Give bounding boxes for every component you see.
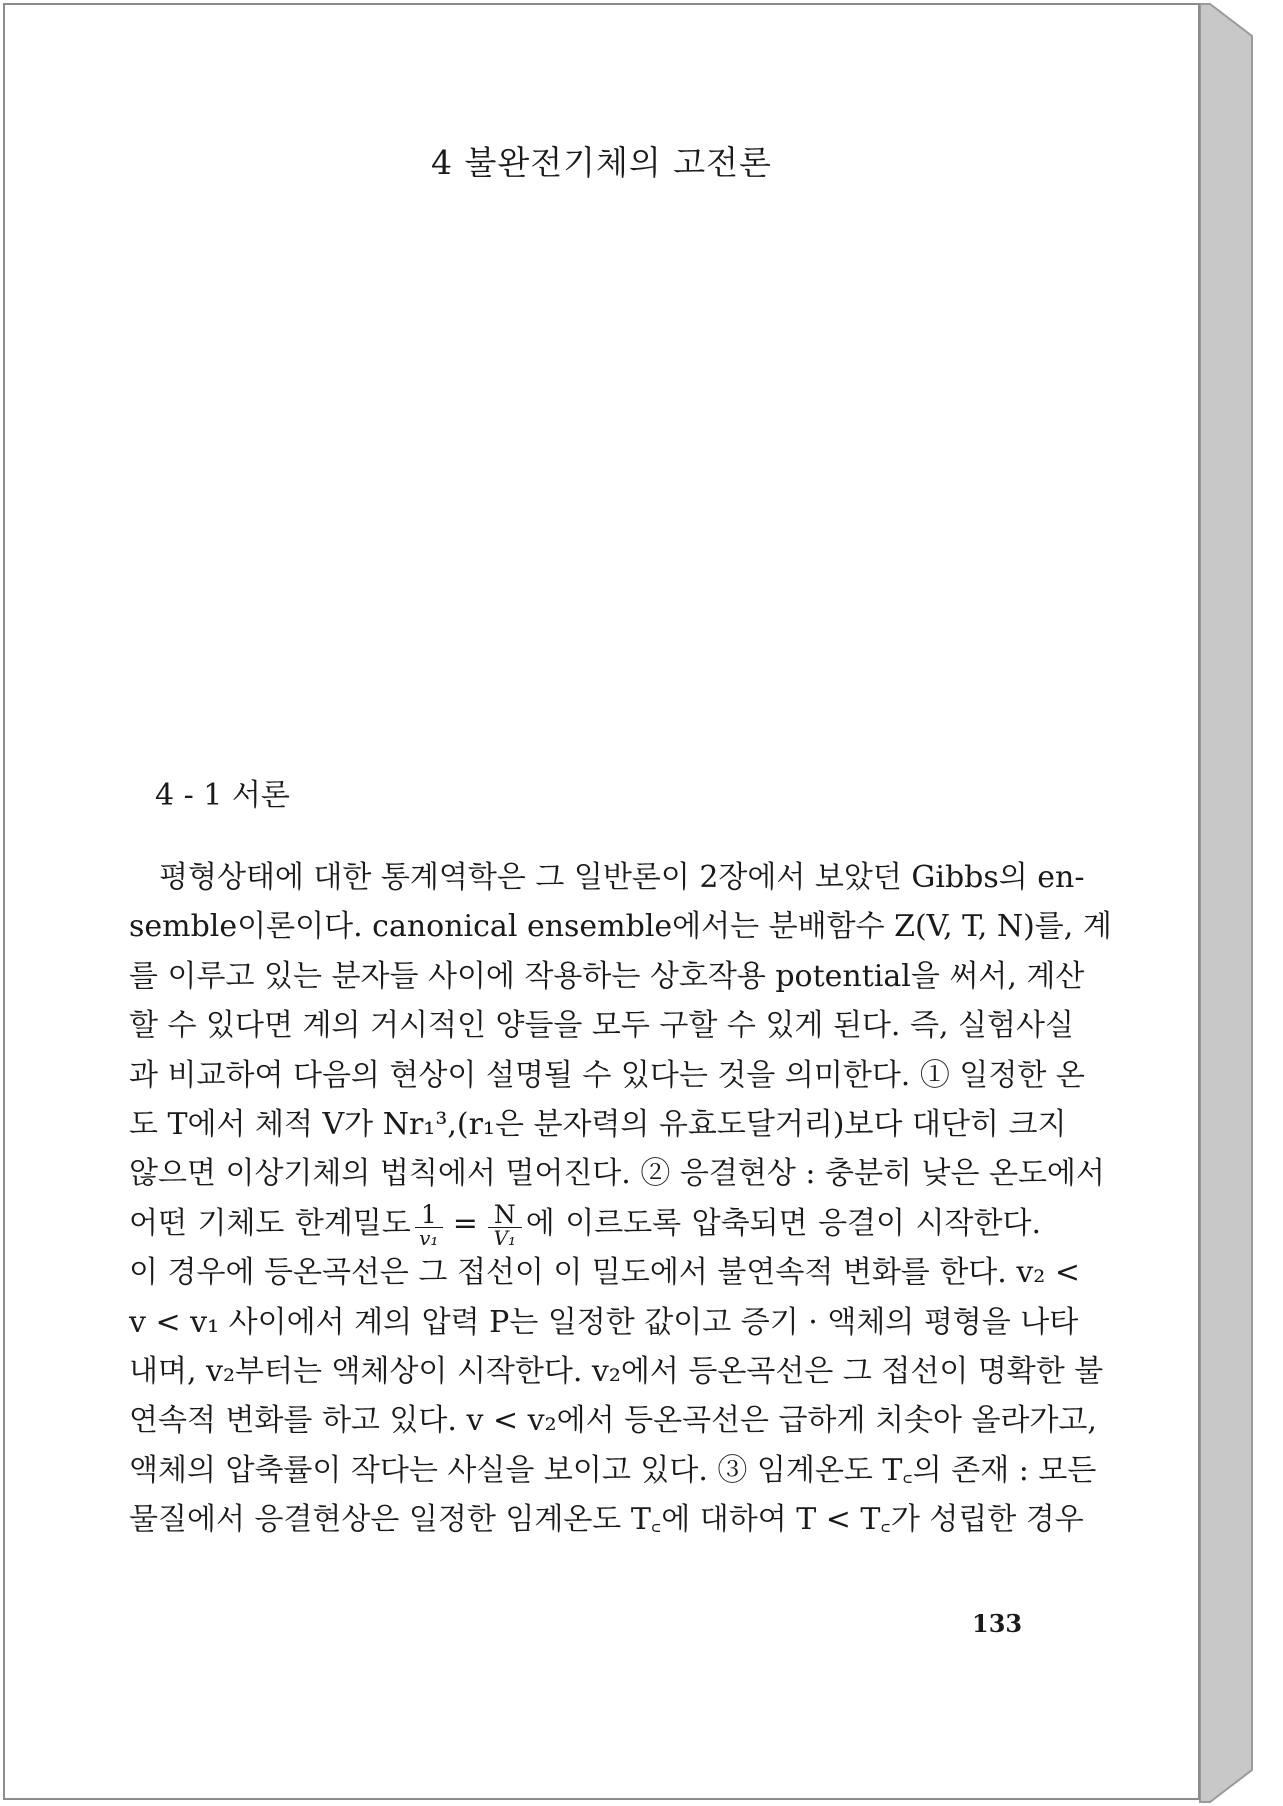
body-text bbox=[129, 853, 1112, 1544]
text-line: 물질에서 응결현상은 일정한 임계온도 T꜀에 대하여 T < T꜀가 성립한 경우 bbox=[129, 1502, 1084, 1538]
fraction-line-after: 에 이르도록 압축되면 응결이 시작한다. bbox=[525, 1205, 1041, 1241]
text-line: 내며, v₂부터는 액체상이 시작한다. v₂에서 등온곡선은 그 접선이 명확한 불 bbox=[129, 1353, 1104, 1389]
page-number: 133 bbox=[972, 1609, 1023, 1638]
equals-sign: = bbox=[452, 1205, 478, 1241]
text-line: 평형상태에 대한 통계역학은 그 일반론이 2장에서 보았던 Gibbs의 en- bbox=[159, 860, 1085, 895]
fraction-numerator: N bbox=[488, 1202, 522, 1228]
text-line: 과 비교하여 다음의 현상이 설명될 수 있다는 것을 의미한다. ① 일정한 온 bbox=[129, 1057, 1085, 1093]
fraction-line-before: 어떤 기체도 한계밀도 bbox=[129, 1205, 411, 1241]
text-line: 도 T에서 체적 V가 Nr₁³,(r₁은 분자력의 유효도달거리)보다 대단히 크지 bbox=[129, 1106, 1067, 1142]
text-line: 액체의 압축률이 작다는 사실을 보이고 있다. ③ 임계온도 T꜀의 존재 : 모든 bbox=[129, 1452, 1097, 1488]
text-line: semble이론이다. canonical ensemble에서는 분배함수 Z(V, T, N)를, 계 bbox=[129, 909, 1112, 945]
text-line: 할 수 있다면 계의 거시적인 양들을 모두 구할 수 있게 된다. 즉, 실험사실 bbox=[129, 1008, 1074, 1044]
text-line: 를 이루고 있는 분자들 사이에 작용하는 상호작용 potential을 써서, 계산 bbox=[129, 958, 1085, 994]
fraction-N-over-V1 bbox=[488, 1199, 522, 1250]
fraction-1-over-v1 bbox=[415, 1199, 443, 1250]
book-page bbox=[3, 3, 1200, 1800]
text-line-fraction bbox=[129, 1199, 1041, 1248]
fraction-denominator: v₁ bbox=[419, 1225, 439, 1250]
chapter-title: 4 불완전기체의 고전론 bbox=[431, 143, 772, 182]
text-line: 연속적 변화를 하고 있다. v < v₂에서 등온곡선은 급하게 치솟아 올라가고, bbox=[129, 1403, 1097, 1439]
fraction-numerator: 1 bbox=[415, 1202, 443, 1228]
fraction-denominator: V₁ bbox=[493, 1225, 517, 1250]
text-line: 않으면 이상기체의 법칙에서 멀어진다. ② 응결현상 : 충분히 낮은 온도에서 bbox=[129, 1156, 1105, 1192]
text-line: 이 경우에 등온곡선은 그 접선이 이 밀도에서 불연속적 변화를 한다. v₂ < bbox=[129, 1255, 1081, 1291]
text-line: v < v₁ 사이에서 계의 압력 P는 일정한 값이고 증기 · 액체의 평형을 나타 bbox=[129, 1304, 1079, 1340]
section-title: 4 - 1 서론 bbox=[155, 778, 290, 813]
